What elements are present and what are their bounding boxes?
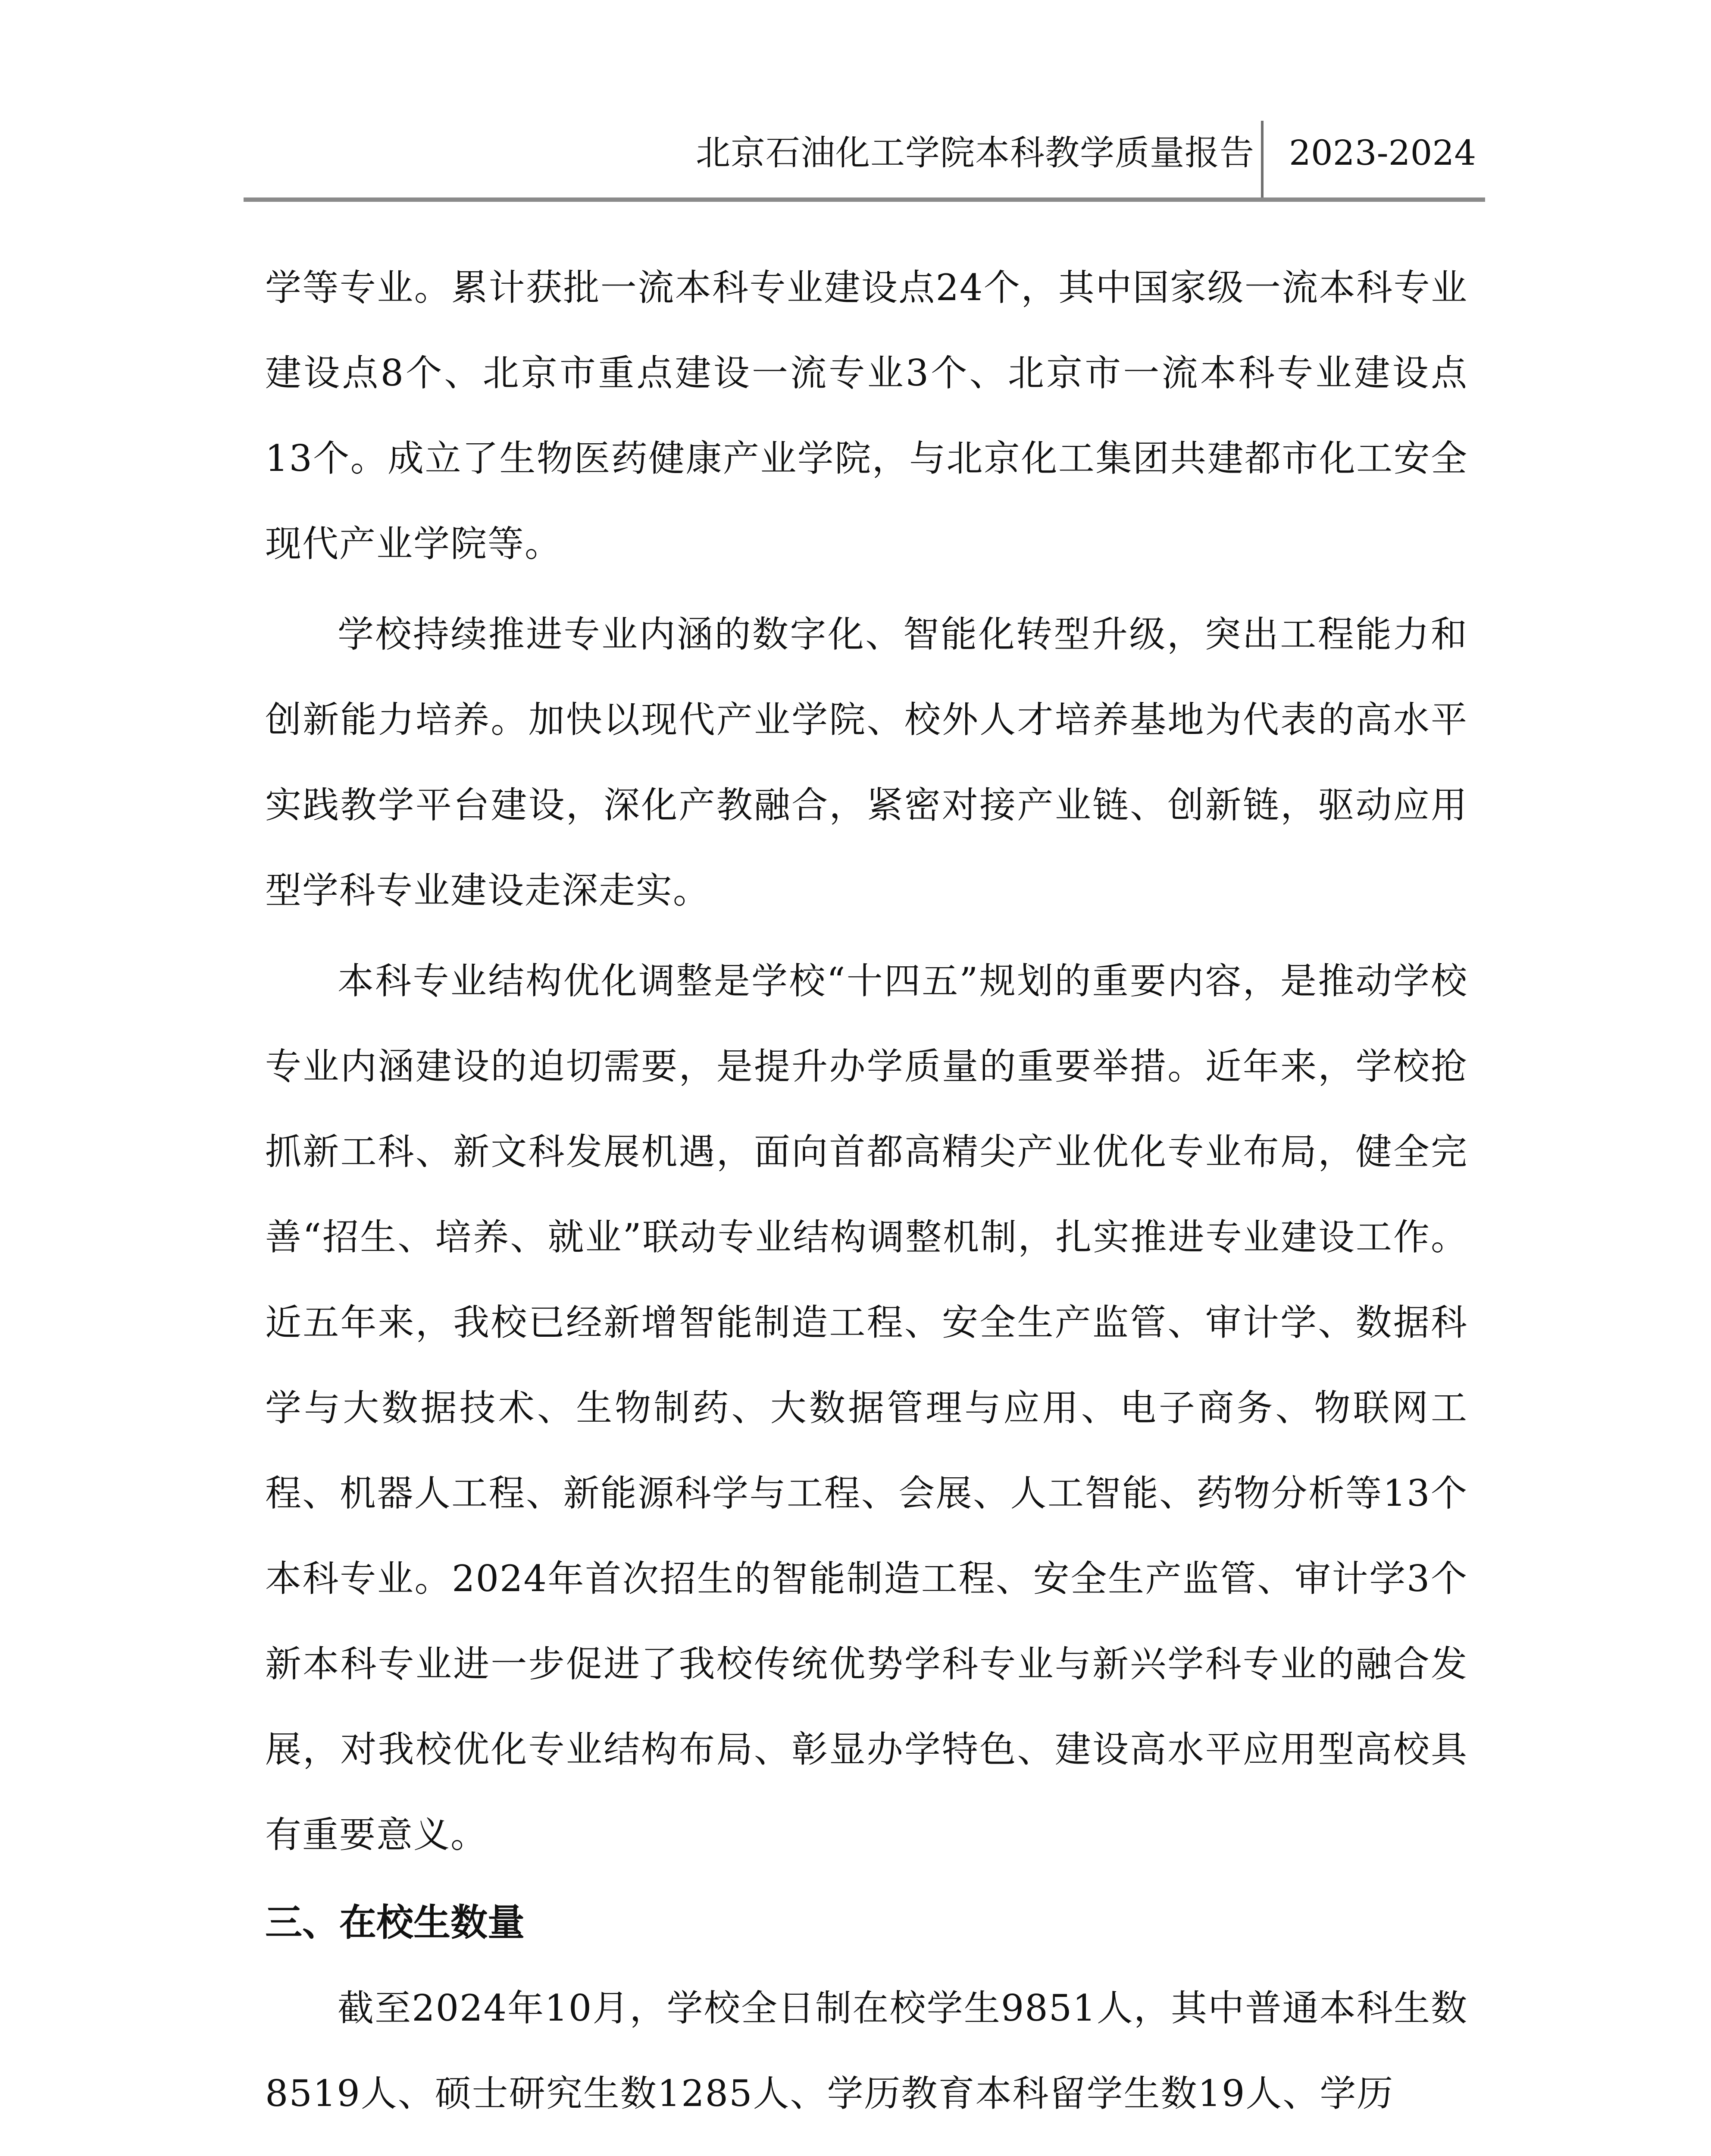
paragraph-continued: 学等专业。累计获批一流本科专业建设点24个，其中国家级一流本科专业建设点8个、北京市重点建设一流专业3个、北京市一流本科专业建设点13个。成立了生物医药健康产业学院，与北京化工集团共建都市化工安全现代产业学院等。: [265, 266, 1468, 565]
header-divider: [1261, 121, 1264, 198]
paragraph-structure-optimization: 本科专业结构优化调整是学校“十四五”规划的重要内容，是推动学校专业内涵建设的迫切需要，是提升办学质量的重要举措。近年来，学校抢抓新工科、新文科发展机遇，面向首都高精尖产业优化专业布局，健全完善“招生、培养、就业”联动专业结构调整机制，扎实推进专业建设工作。近五年来，我校已经新增智能制造工程、安全生产监管、审计学、数据科学与大数据技术、生物制药、大数据管理与应用、电子商务、物联网工程、机器人工程、新能源科学与工程、会展、人工智能、药物分析等13个本科专业。2024年首次招生的智能制造工程、安全生产监管、审计学3个新本科专业进一步促进了我校传统优势学科专业与新兴学科专业的融合发展，对我校优化专业结构布局、彰显办学特色、建设高水平应用型高校具有重要意义。: [265, 960, 1468, 1856]
header-rule: [244, 197, 1485, 202]
header-title: 北京石油化工学院本科教学质量报告: [696, 133, 1254, 173]
paragraph-digital-transformation: 学校持续推进专业内涵的数字化、智能化转型升级，突出工程能力和创新能力培养。加快以现代产业学院、校外人才培养基地为代表的高水平实践教学平台建设，深化产教融合，紧密对接产业链、创新链，驱动应用型学科专业建设走深走实。: [265, 613, 1468, 912]
body-content: [265, 245, 1468, 2136]
paragraph-enrollment: 截至2024年10月，学校全日制在校学生9851人，其中普通本科生数8519人、硕士研究生数1285人、学历教育本科留学生数19人、学历: [265, 1987, 1468, 2115]
section-heading: 三、在校生数量: [265, 1901, 525, 1944]
header-year: 2023-2024: [1289, 133, 1476, 173]
